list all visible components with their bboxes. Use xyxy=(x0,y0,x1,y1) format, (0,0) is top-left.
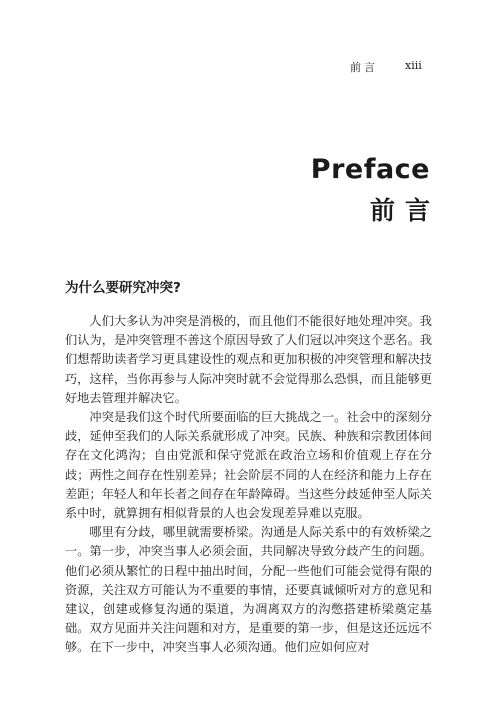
running-title: 前言 xyxy=(350,61,378,74)
section-heading: 为什么要研究冲突? xyxy=(65,280,181,296)
paragraph: 哪里有分歧，哪里就需要桥梁。沟通是人际关系中的有效桥梁之一。第一步，冲突当事人必须会面，共同解决导致分歧产生的问题。他们必须从繁忙的日程中抽出时间，分配一些他们可能会觉得有限的资源，关注双方可能认为不重要的事情，还要真诚倾听对方的意见和建议，创建或修复沟通的渠道，为凋离双方的沟憋搭建桥梁奠定基础。双方见面并关注问题和对方，是重要的第一步，但是这还远远不够。在下一步中，冲突当事人必须沟通。他们应如何应对 xyxy=(65,525,432,655)
running-header xyxy=(0,59,500,75)
page-number: xiii xyxy=(405,59,422,72)
chapter-title-chinese: 前言 xyxy=(369,196,440,225)
chapter-title-english: Preface xyxy=(310,154,430,185)
paragraph: 冲突是我们这个时代所要面临的巨大挑战之一。社会中的深刻分歧，延伸至我们的人际关系就形成了冲突。民族、种族和宗教团体间存在文化鸿沟；自由党派和保守党派在政治立场和价值观上存在分歧；两性之间存在性别差异；社会阶层不同的人在经济和能力上存在差距；年轻人和年长者之间存在年龄障碍。当这些分歧延伸至人际关系中时，就算拥有相似背景的人也会发现差异难以克服。 xyxy=(65,410,432,521)
body-text xyxy=(65,312,432,658)
paragraph: 人们大多认为冲突是消极的，而且他们不能很好地处理冲突。我们认为，是冲突管理不善这个原因导致了人们冠以冲突这个恶名。我们想帮助读者学习更具建设性的观点和更加积极的冲突管理和解决技巧，这样，当你再参与人际冲突时就不会觉得那么恐惧，而且能够更好地去管理并解决它。 xyxy=(65,314,432,405)
